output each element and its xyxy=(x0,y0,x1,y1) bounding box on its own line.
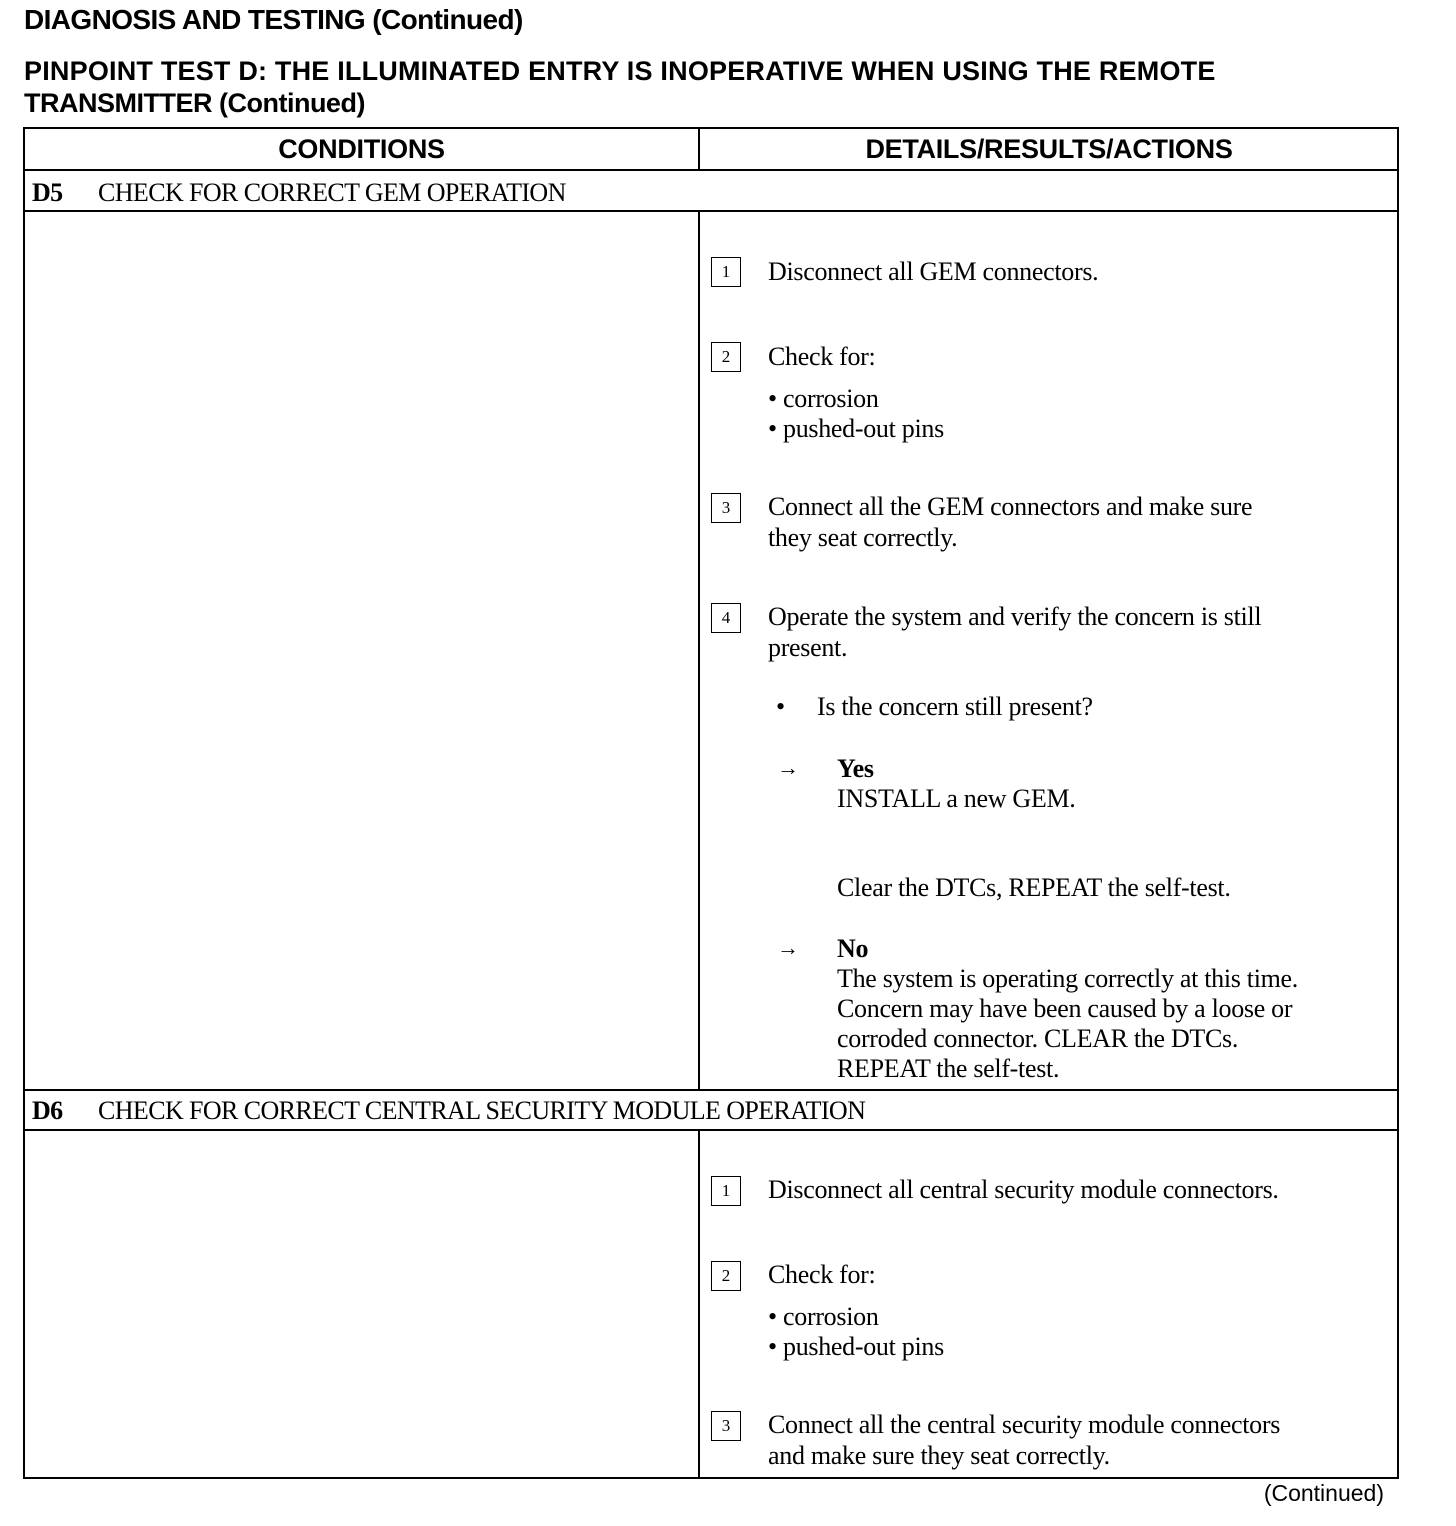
bullet-item: • corrosion xyxy=(768,1302,879,1331)
pinpoint-test-title: PINPOINT TEST D: THE ILLUMINATED ENTRY IS INOPERATIVE WHEN USING THE REMOTE xyxy=(24,56,1216,86)
step-text: Check for: xyxy=(768,342,876,371)
result-no-action: Concern may have been caused by a loose or xyxy=(837,994,1293,1023)
step-number-box: 1 xyxy=(711,1176,741,1206)
step-number-box: 3 xyxy=(711,1411,741,1441)
divider xyxy=(24,169,1399,171)
result-yes-label: Yes xyxy=(837,754,874,783)
section-d5-heading xyxy=(32,178,566,208)
bullet-item: • pushed-out pins xyxy=(768,1332,944,1361)
step-text: they seat correctly. xyxy=(768,523,958,552)
divider xyxy=(24,1089,1399,1091)
section-title: CHECK FOR CORRECT GEM OPERATION xyxy=(98,178,566,207)
column-header-details: DETAILS/RESULTS/ACTIONS xyxy=(865,134,1233,164)
pinpoint-test-title-cont: TRANSMITTER (Continued) xyxy=(24,88,365,118)
step-number-box: 1 xyxy=(711,257,741,287)
divider xyxy=(698,210,700,1090)
step-text: and make sure they seat correctly. xyxy=(768,1441,1110,1470)
result-yes-action: INSTALL a new GEM. xyxy=(837,784,1076,813)
result-no-action: REPEAT the self-test. xyxy=(837,1054,1060,1083)
step-number-box: 2 xyxy=(711,1261,741,1291)
column-header-conditions: CONDITIONS xyxy=(278,134,445,164)
section-d6-heading xyxy=(32,1096,865,1126)
divider xyxy=(23,127,25,1479)
step-text: Disconnect all central security module connectors. xyxy=(768,1175,1279,1204)
result-no-action: The system is operating correctly at this time. xyxy=(837,964,1298,993)
bullet-item: • corrosion xyxy=(768,384,879,413)
question-text: Is the concern still present? xyxy=(817,692,1093,721)
section-title: CHECK FOR CORRECT CENTRAL SECURITY MODULE OPERATION xyxy=(98,1096,866,1125)
page-title: DIAGNOSIS AND TESTING (Continued) xyxy=(24,4,523,35)
result-no-action: corroded connector. CLEAR the DTCs. xyxy=(837,1024,1239,1053)
step-number-box: 4 xyxy=(711,603,741,633)
step-text: Disconnect all GEM connectors. xyxy=(768,257,1099,286)
continued-label: (Continued) xyxy=(1263,1480,1384,1506)
step-text: present. xyxy=(768,633,848,662)
divider xyxy=(1397,127,1399,1479)
step-number-box: 2 xyxy=(711,342,741,372)
divider xyxy=(24,1129,1399,1131)
bullet-icon: • xyxy=(776,692,785,721)
step-text: Operate the system and verify the concern is still xyxy=(768,602,1262,631)
section-id: D6 xyxy=(32,1096,63,1125)
step-text: Connect all the central security module connectors xyxy=(768,1410,1281,1439)
bullet-item: • pushed-out pins xyxy=(768,414,944,443)
step-number-box: 3 xyxy=(711,493,741,523)
divider xyxy=(24,127,1399,129)
section-id: D5 xyxy=(32,178,63,207)
divider xyxy=(24,210,1399,212)
step-text: Check for: xyxy=(768,1260,876,1289)
divider xyxy=(24,1477,1399,1479)
result-yes-action: Clear the DTCs, REPEAT the self-test. xyxy=(837,873,1231,902)
step-text: Connect all the GEM connectors and make sure xyxy=(768,492,1253,521)
result-no-label: No xyxy=(837,934,869,963)
divider xyxy=(698,1129,700,1479)
arrow-right-icon: → xyxy=(777,935,799,960)
arrow-right-icon: → xyxy=(777,755,799,780)
